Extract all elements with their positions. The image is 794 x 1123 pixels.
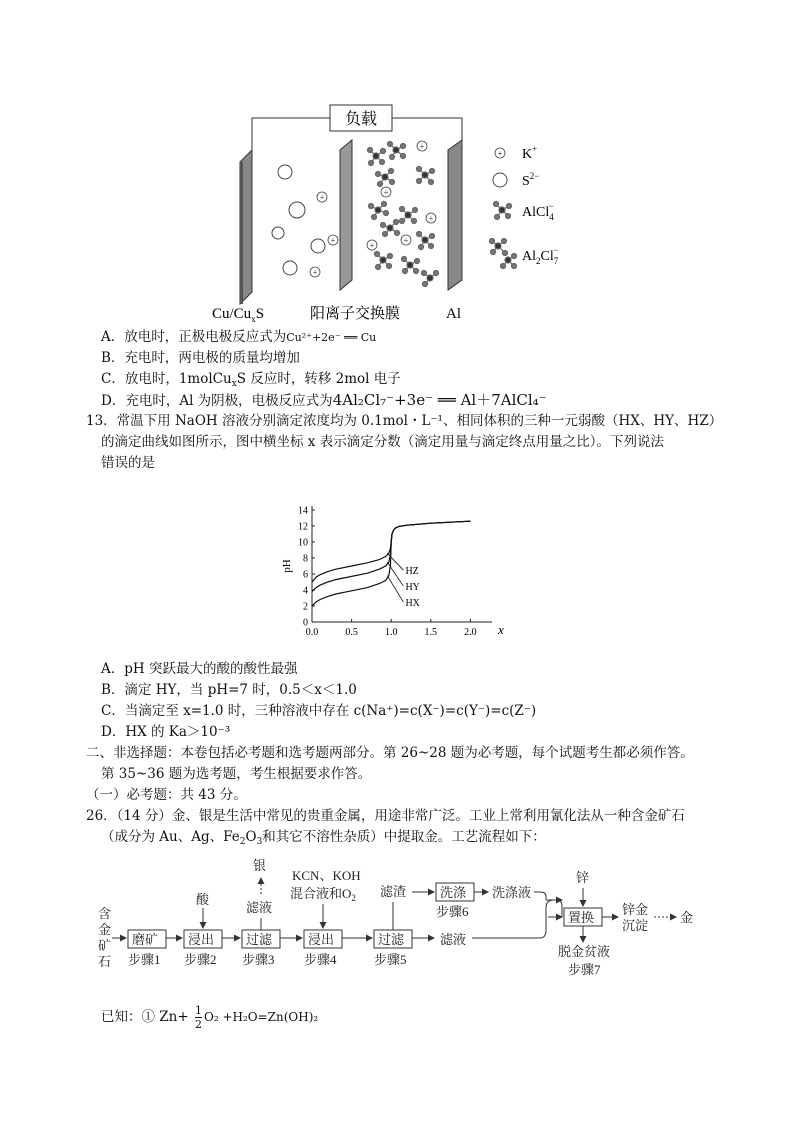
series-label-hz: HZ (405, 566, 419, 578)
q13-stem-1: 13．常温下用 NaOH 溶液分别滴定浓度均为 0.1mol・L⁻¹、相同体积的三种一元弱酸（HX、HY、HZ） (86, 413, 723, 429)
y-tick-label: 4 (303, 585, 308, 597)
svg-text:步骤5: 步骤5 (374, 952, 407, 967)
svg-text:金: 金 (98, 922, 112, 937)
y-tick-label: 6 (303, 569, 308, 581)
svg-text:银: 银 (253, 858, 267, 873)
svg-text:步骤7: 步骤7 (568, 962, 601, 977)
svg-text:金: 金 (680, 910, 694, 925)
svg-text:滤液: 滤液 (246, 900, 273, 915)
y-tick-label: 0 (303, 617, 308, 629)
series-label-hx: HX (405, 598, 420, 610)
svg-text:锌: 锌 (576, 870, 590, 885)
svg-text:步骤4: 步骤4 (304, 952, 337, 967)
svg-text:浸出: 浸出 (188, 932, 215, 947)
y-tick-label: 8 (303, 553, 308, 565)
svg-text:步骤6: 步骤6 (436, 904, 469, 919)
section2-title: 二、非选择题：本卷包括必考题和选考题两部分。第 26~28 题为必考题，每个试题考生都必须作答。 (86, 745, 694, 761)
q12-option-c: C．放电时，1molCu$_x$S 反应时，转移 2mol 电子 (101, 371, 401, 389)
svg-text:石: 石 (98, 954, 112, 969)
x-tick-label: 0.5 (345, 627, 358, 638)
y-tick-label: 10 (298, 537, 308, 549)
svg-text:脱金贫液: 脱金贫液 (558, 944, 611, 959)
svg-text:滤渣: 滤渣 (380, 884, 407, 899)
q26-line2: （成分为 Au、Ag、$Fe_2O_3$和其它不溶性杂质）中提取金。工艺流程如下： (101, 829, 546, 847)
svg-text:Al2Cl7−: $Al_2Cl_7-$ (522, 245, 559, 266)
svg-text:+: + (312, 268, 318, 277)
svg-text:酸: 酸 (196, 892, 210, 907)
svg-text:磨矿: 磨矿 (132, 932, 159, 947)
svg-text:洗涤: 洗涤 (440, 885, 467, 900)
x-tick-label: 1.5 (424, 627, 438, 638)
svg-text:矿: 矿 (98, 938, 112, 953)
svg-text:AlCl4−: AlCl$_4$− (522, 201, 554, 222)
battery-diagram (200, 100, 600, 325)
x-axis-label: x (498, 622, 504, 637)
svg-text:KCN、KOH: KCN、KOH (292, 868, 361, 883)
battery-legend (490, 144, 559, 269)
svg-text:过滤: 过滤 (246, 932, 273, 947)
svg-text:置换: 置换 (568, 910, 595, 925)
q13-stem-2: 的滴定曲线如图所示，图中横坐标 x 表示滴定分数（滴定用量与滴定终点用量之比）。下列说法 (101, 434, 664, 450)
q13-option-d: D．HX 的 Ka＞10⁻³ (101, 724, 231, 740)
y-tick-label: 14 (298, 505, 308, 517)
svg-text:+: + (419, 142, 425, 151)
svg-text:滤液: 滤液 (440, 932, 467, 947)
y-tick-label: 2 (303, 601, 308, 613)
q13-stem-3: 错误的是 (101, 455, 155, 471)
electrode-left-label: $Cu/Cu_xS$ (212, 306, 265, 324)
svg-text:步骤3: 步骤3 (242, 952, 275, 967)
q12-option-a: A．放电时，正极电极反应式为Cu²⁺+2e⁻ ══ Cu (101, 329, 377, 345)
svg-text:锌金: 锌金 (622, 902, 649, 917)
q26-line1: 26．（14 分）金、银是生活中常见的贵重金属，用途非常广泛。工业上常利用氰化法从一种含金矿石 (86, 808, 685, 824)
svg-text:+: + (369, 241, 375, 250)
svg-text:+: + (428, 214, 434, 223)
y-axis-label: pH (281, 559, 293, 573)
q13-option-a: A．pH 突跃最大的酸的酸性最强 (101, 661, 298, 677)
load-label: 负载 (344, 109, 378, 128)
svg-text:步骤1: 步骤1 (128, 952, 161, 967)
section2-line2: 第 35~36 题为选考题，考生根据要求作答。 (101, 766, 372, 782)
q13-option-c: C．当滴定至 x=1.0 时，三种溶液中存在 c(Na⁺)=c(X⁻)=c(Y⁻)=c(Z⁻) (101, 703, 537, 719)
electrode-right-label: Al (446, 306, 461, 322)
svg-text:步骤2: 步骤2 (184, 952, 217, 967)
y-tick-label: 12 (298, 521, 308, 533)
svg-text:+: + (330, 236, 336, 245)
process-flowchart (88, 852, 708, 992)
svg-text:浸出: 浸出 (308, 932, 335, 947)
membrane-label: 阳离子交换膜 (310, 304, 401, 322)
x-tick-label: 0.0 (305, 627, 319, 638)
svg-text:+: + (383, 188, 389, 197)
svg-text:沉淀: 沉淀 (622, 918, 649, 933)
svg-text:+: + (403, 236, 409, 245)
series-leader-hy (387, 562, 403, 586)
x-tick-label: 2.0 (464, 627, 477, 638)
q12-option-d: D．充电时，Al 为阴极，电极反应式为4Al₂Cl₇⁻+3e⁻ ══ Al＋7AlCl₄⁻ (101, 391, 547, 409)
svg-text:S2−: $S^{2-}$ (522, 171, 540, 189)
svg-text:+: + (319, 193, 325, 202)
svg-text:洗涤液: 洗涤液 (492, 885, 532, 900)
series-line-hx (312, 521, 470, 606)
known-equation: 已知：① Zn+ $\frac{1}{2}$ O₂ +H₂O=Zn(OH)₂ (101, 1004, 319, 1031)
svg-text:K+: K+ (522, 144, 538, 162)
titration-chart (272, 500, 512, 650)
svg-text:含: 含 (98, 906, 112, 921)
section2-required: （一）必考题：共 43 分。 (86, 787, 247, 803)
svg-text:过滤: 过滤 (378, 932, 405, 947)
sulfide-ions (272, 165, 325, 275)
svg-text:+: + (497, 149, 503, 158)
series-leader-hx (387, 576, 403, 603)
x-tick-label: 1.0 (384, 627, 398, 638)
svg-text:混合液和O2: 混合液和$O_2$ (290, 886, 356, 903)
series-label-hy: HY (405, 582, 420, 594)
q12-option-b: B．充电时，两电极的质量均增加 (101, 350, 300, 366)
q13-option-b: B．滴定 HY，当 pH=7 时，0.5＜x＜1.0 (101, 682, 357, 698)
